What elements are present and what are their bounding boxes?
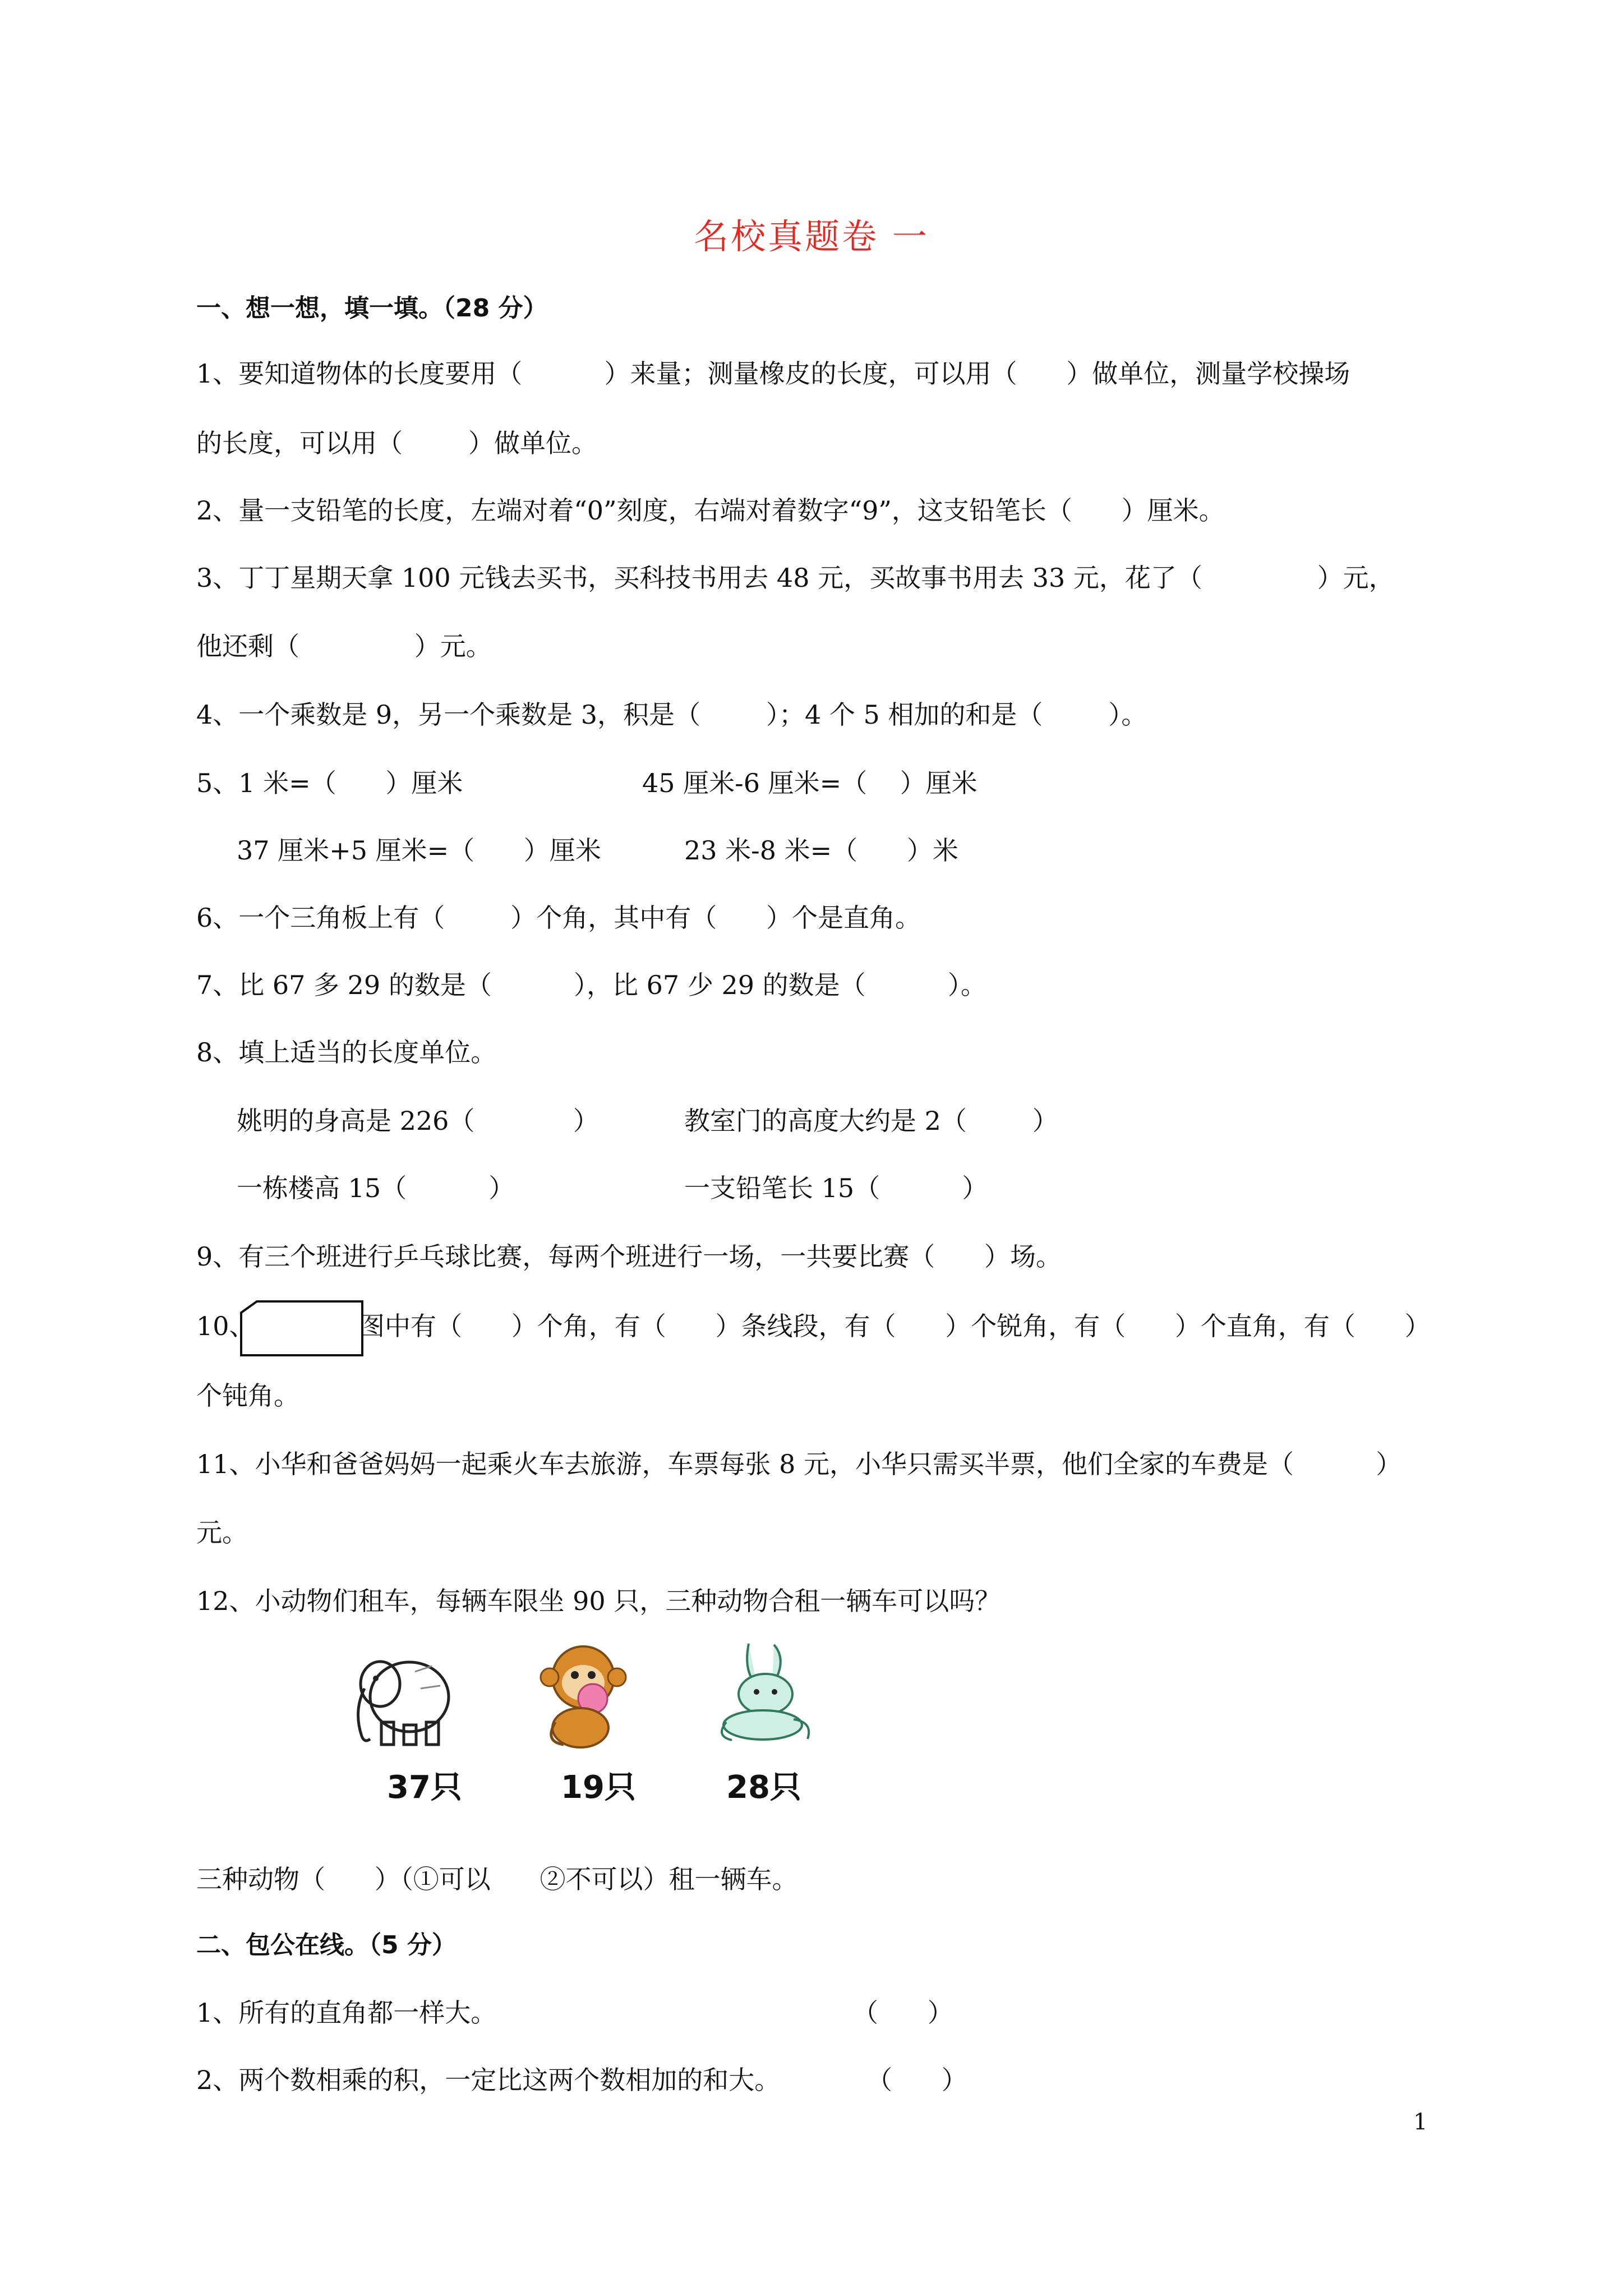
- section-2-question-2: 2、两个数相乘的积，一定比这两个数相加的和大。: [196, 2065, 781, 2095]
- question-12-answer: 三种动物（ ）（①可以 ②不可以）租一辆车。: [196, 1864, 798, 1894]
- page-title: 名校真题卷 一: [694, 216, 929, 257]
- monkey-count: 19只: [561, 1769, 636, 1806]
- elephant-icon: [348, 1644, 454, 1750]
- question-5-item-b: 45 厘米-6 厘米=（ ）厘米: [642, 768, 978, 798]
- question-10-number: 10、: [196, 1311, 255, 1341]
- rabbit-icon: [709, 1638, 822, 1750]
- question-8: 8、填上适当的长度单位。: [196, 1037, 497, 1068]
- section-1-heading: 一、想一想，填一填。（28 分）: [196, 294, 548, 323]
- pentagon-shape-figure: [240, 1300, 363, 1356]
- question-6: 6、一个三角板上有（ ）个角，其中有（ ）个是直角。: [196, 903, 921, 933]
- question-11-line-1: 11、小华和爸爸妈妈一起乘火车去旅游，车票每张 8 元，小华只需买半票，他们全家的车费是（ ）: [196, 1449, 1402, 1479]
- question-5-item-d: 23 米-8 米=（ ）米: [684, 835, 958, 866]
- question-3-line-1: 3、丁丁星期天拿 100 元钱去买书，买科技书用去 48 元，买故事书用去 33 元，花了（ ）元，: [196, 563, 1395, 593]
- question-1-line-2: 的长度，可以用（ ）做单位。: [196, 428, 597, 458]
- question-8-item-c: 一栋楼高 15（ ）: [237, 1173, 515, 1203]
- question-8-item-d: 一支铅笔长 15（ ）: [684, 1173, 988, 1203]
- question-12: 12、小动物们租车，每辆车限坐 90 只，三种动物合租一辆车可以吗？: [196, 1586, 1001, 1616]
- monkey-icon: [530, 1638, 637, 1750]
- question-10-line-2: 个钝角。: [196, 1381, 299, 1411]
- question-5-item-c: 37 厘米+5 厘米=（ ）厘米: [237, 835, 601, 866]
- question-7: 7、比 67 多 29 的数是（ ），比 67 少 29 的数是（ ）。: [196, 970, 986, 1000]
- rabbit-count: 28只: [726, 1769, 801, 1806]
- section-2-question-1-answer: （ ）: [852, 1998, 953, 2028]
- question-10-text: 图中有（ ）个角，有（ ）条线段，有（ ）个锐角，有（ ）个直角，有（ ）: [359, 1311, 1431, 1341]
- page-number: 1: [1413, 2109, 1428, 2135]
- question-1-line-1: 1、要知道物体的长度要用（ ）来量；测量橡皮的长度，可以用（ ）做单位，测量学校操场: [196, 358, 1350, 389]
- section-2-question-2-answer: （ ）: [866, 2065, 967, 2095]
- elephant-count: 37只: [387, 1769, 462, 1806]
- question-3-line-2: 他还剩（ ）元。: [196, 631, 492, 661]
- section-2-question-1: 1、所有的直角都一样大。: [196, 1998, 497, 2028]
- question-4: 4、一个乘数是 9，另一个乘数是 3，积是（ ）；4 个 5 相加的和是（ ）。: [196, 700, 1147, 730]
- question-8-item-b: 教室门的高度大约是 2（ ）: [684, 1106, 1058, 1136]
- question-5-item-a: 5、1 米=（ ）厘米: [196, 768, 463, 798]
- section-2-heading: 二、包公在线。（5 分）: [196, 1931, 457, 1959]
- question-11-line-2: 元。: [196, 1517, 248, 1548]
- question-2: 2、量一支铅笔的长度，左端对着“0”刻度，右端对着数字“9”，这支铅笔长（ ）厘米。: [196, 495, 1225, 526]
- question-9: 9、有三个班进行乒乓球比赛，每两个班进行一场，一共要比赛（ ）场。: [196, 1241, 1062, 1272]
- question-8-item-a: 姚明的身高是 226（ ）: [237, 1106, 599, 1136]
